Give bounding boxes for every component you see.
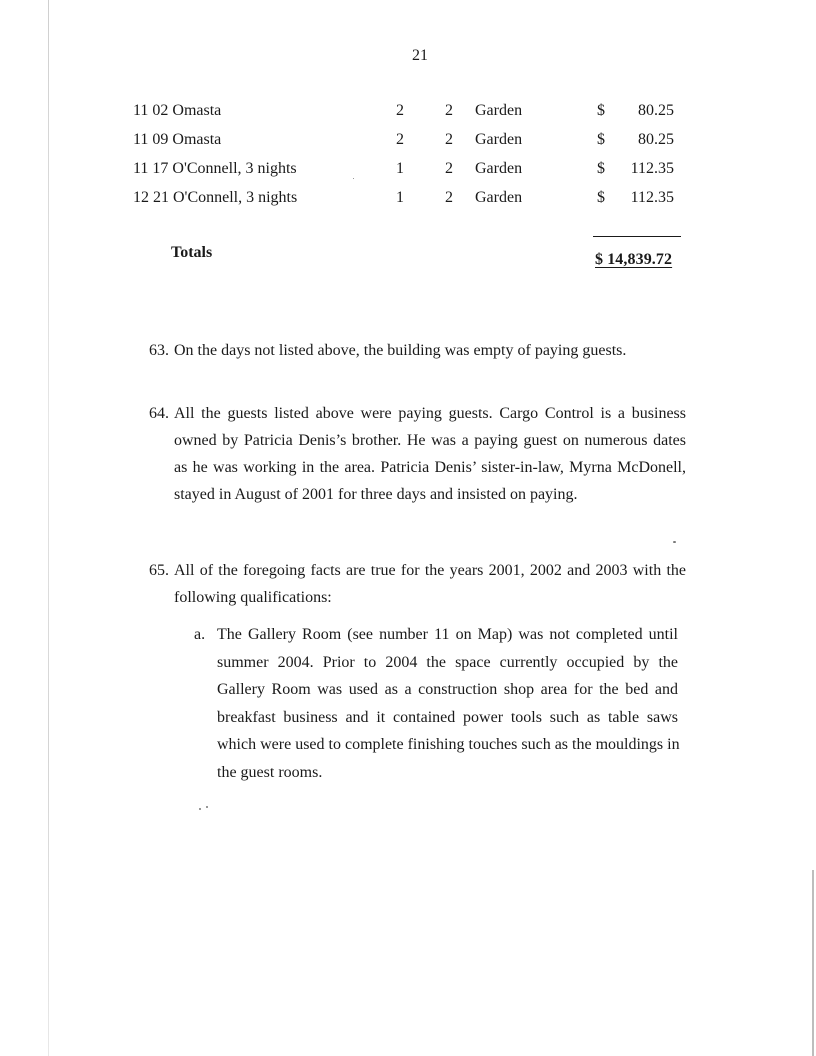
row-count-b: 2 bbox=[445, 102, 453, 119]
paragraph-line: On the days not listed above, the building was empty of paying guests. bbox=[174, 342, 627, 359]
paragraph-line: owned by Patricia Denis’s brother. He was a paying guest on numerous dates bbox=[174, 432, 686, 449]
paragraph-line: as he was working in the area. Patricia Denis’ sister-in-law, Myrna McDonell, bbox=[174, 459, 686, 476]
row-count-a: 2 bbox=[396, 131, 404, 148]
row-currency: $ bbox=[597, 160, 605, 177]
row-room: Garden bbox=[475, 102, 523, 119]
totals-value: $ 14,839.72 bbox=[595, 251, 673, 268]
subparagraph-line: The Gallery Room (see number 11 on Map) was not completed until bbox=[217, 626, 678, 643]
row-description: 11 02 Omasta bbox=[133, 102, 222, 119]
row-count-a: 1 bbox=[396, 189, 404, 206]
row-amount: 112.35 bbox=[630, 189, 674, 206]
row-count-b: 2 bbox=[445, 160, 453, 177]
scan-speck bbox=[353, 178, 354, 179]
row-room: Garden bbox=[475, 160, 523, 177]
paragraph-number: 63. bbox=[149, 342, 169, 359]
totals-label: Totals bbox=[171, 244, 213, 261]
scan-speck bbox=[673, 541, 676, 543]
scan-left-edge bbox=[48, 0, 49, 1056]
row-currency: $ bbox=[597, 189, 605, 206]
row-amount: 80.25 bbox=[638, 131, 674, 148]
scan-right-edge bbox=[812, 870, 814, 1056]
row-count-b: 2 bbox=[445, 189, 453, 206]
scan-speck bbox=[199, 808, 201, 810]
paragraph-line: All the guests listed above were paying guests. Cargo Control is a business bbox=[174, 405, 686, 422]
paragraph-64 bbox=[149, 400, 689, 508]
table-row bbox=[0, 131, 816, 155]
row-description: 11 09 Omasta bbox=[133, 131, 222, 148]
paragraph-line: following qualifications: bbox=[174, 589, 332, 606]
table-row bbox=[0, 102, 816, 126]
paragraph-number: 65. bbox=[149, 562, 169, 579]
row-room: Garden bbox=[475, 131, 523, 148]
subparagraph-line: summer 2004. Prior to 2004 the space currently occupied by the bbox=[217, 653, 678, 671]
paragraph-65 bbox=[149, 557, 689, 611]
subparagraph-line: which were used to complete finishing touches such as the mouldings in bbox=[217, 736, 680, 753]
row-room: Garden bbox=[475, 189, 523, 206]
subparagraph-line: breakfast business and it contained power tools such as table saws bbox=[217, 708, 678, 726]
paragraph-line: stayed in August of 2001 for three days and insisted on paying. bbox=[174, 486, 578, 503]
paragraph-number: 64. bbox=[149, 405, 169, 422]
totals-rule bbox=[593, 236, 681, 237]
row-count-b: 2 bbox=[445, 131, 453, 148]
row-currency: $ bbox=[597, 131, 605, 148]
paragraph-line: All of the foregoing facts are true for the years 2001, 2002 and 2003 with the bbox=[174, 562, 686, 579]
row-amount: 112.35 bbox=[630, 160, 674, 177]
subparagraph-marker: a. bbox=[194, 626, 206, 643]
row-currency: $ bbox=[597, 102, 605, 119]
page-number: 21 bbox=[412, 47, 428, 64]
row-description: 12 21 O'Connell, 3 nights bbox=[133, 189, 298, 206]
row-amount: 80.25 bbox=[638, 102, 674, 119]
row-count-a: 1 bbox=[396, 160, 404, 177]
subparagraph-line: Gallery Room was used as a construction shop area for the bed and bbox=[217, 681, 678, 698]
subparagraph-line: the guest rooms. bbox=[217, 763, 323, 781]
table-row bbox=[0, 189, 816, 213]
paragraph-63 bbox=[149, 337, 689, 364]
table-row bbox=[0, 160, 816, 184]
scan-speck bbox=[206, 806, 208, 808]
row-description: 11 17 O'Connell, 3 nights bbox=[133, 160, 297, 177]
row-count-a: 2 bbox=[396, 102, 404, 119]
